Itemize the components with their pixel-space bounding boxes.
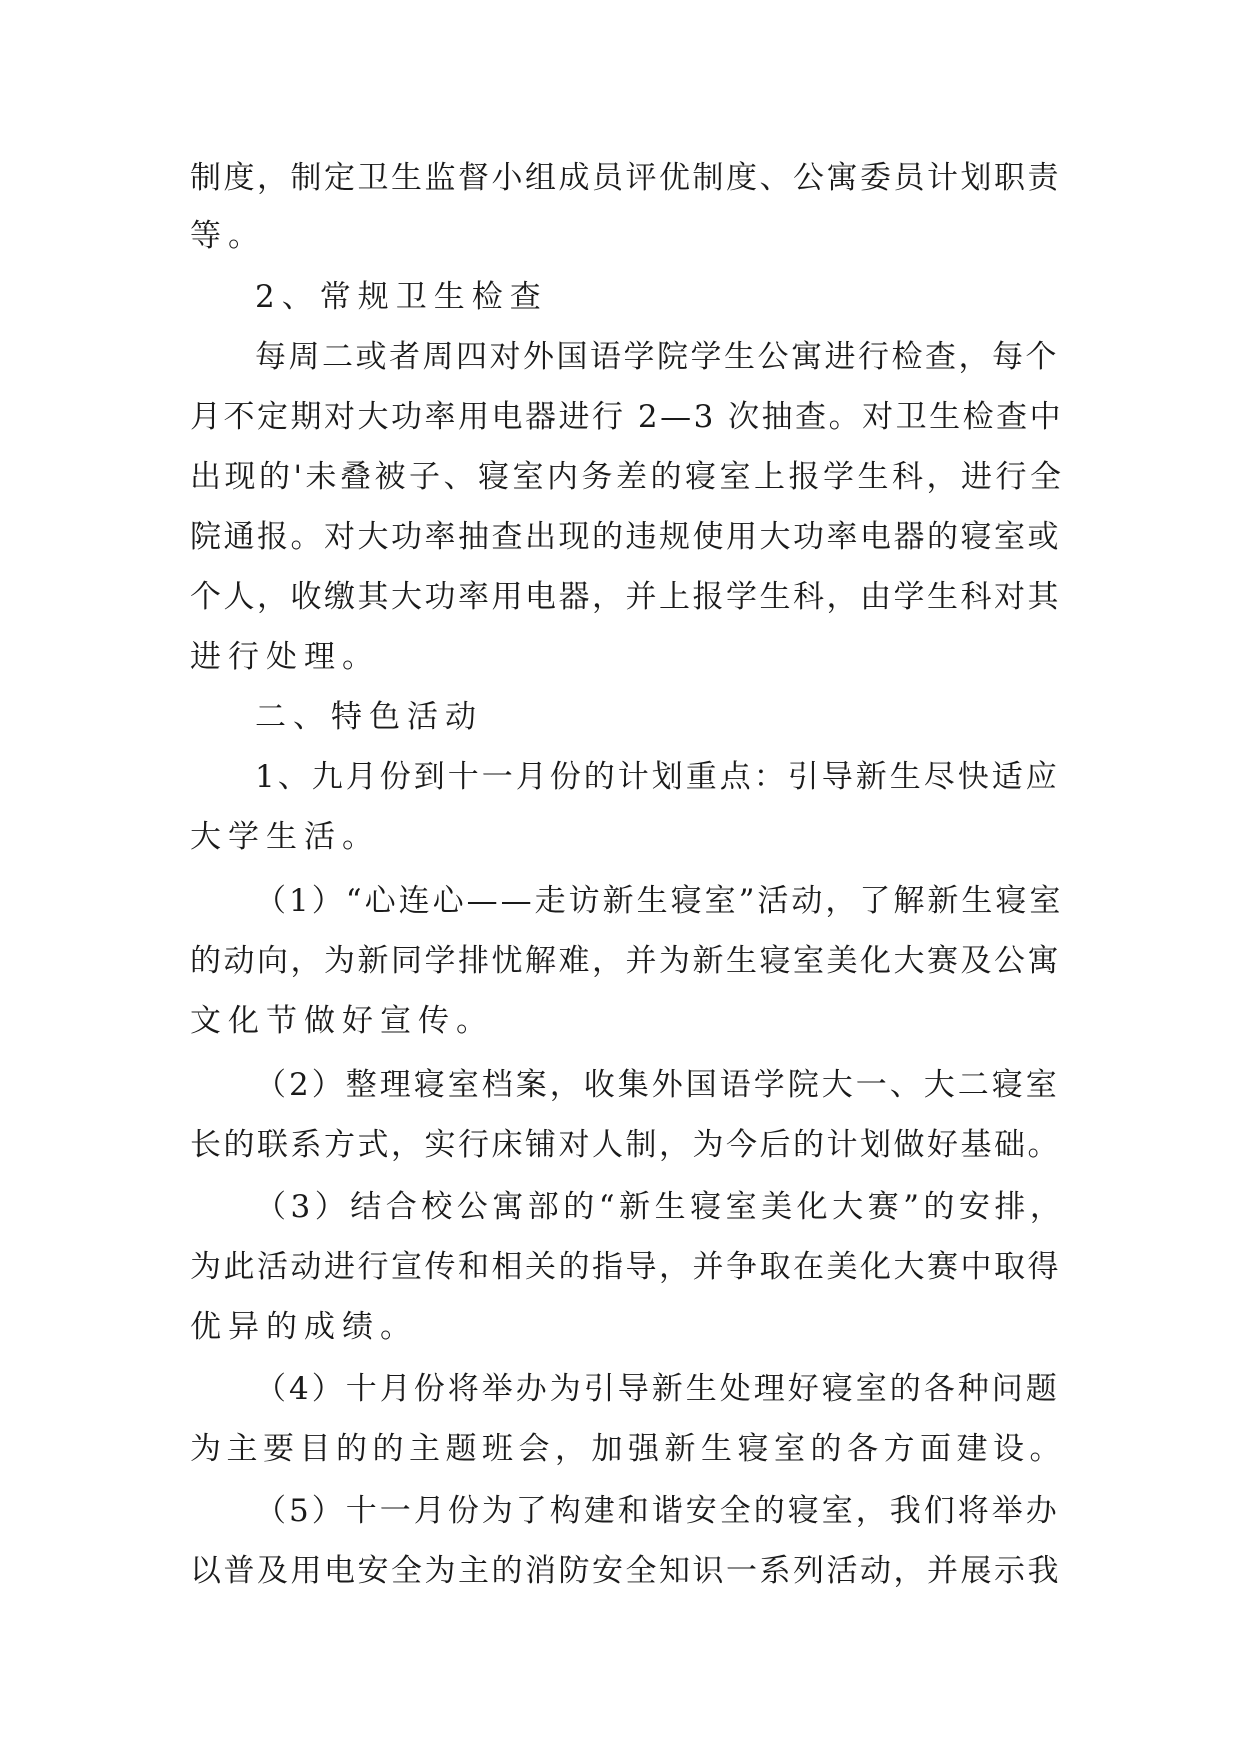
text-line: 为此活动进行宣传和相关的指导，并争取在美化大赛中取得 — [190, 1249, 1061, 1285]
section-heading: 2、常规卫生检查 — [255, 279, 548, 315]
text-line: （4）十月份将举办为引导新生处理好寝室的各种问题 — [255, 1371, 1060, 1407]
text-line: 1、九月份到十一月份的计划重点：引导新生尽快适应 — [255, 759, 1060, 795]
text-line: 月不定期对大功率用电器进行 2—3 次抽查。对卫生检查中 — [190, 399, 1064, 435]
text-line: 制度，制定卫生监督小组成员评优制度、公寓委员计划职责 — [190, 160, 1061, 196]
text-line: 等。 — [190, 218, 266, 254]
text-line: 以普及用电安全为主的消防安全知识一系列活动，并展示我 — [190, 1553, 1061, 1589]
text-line: 个人，收缴其大功率用电器，并上报学生科，由学生科对其 — [190, 579, 1061, 615]
text-line: 每周二或者周四对外国语学院学生公寓进行检查，每个 — [255, 339, 1059, 375]
text-line: 为主要目的的主题班会，加强新生寝室的各方面建设。 — [190, 1431, 1066, 1467]
text-line: 的动向，为新同学排忧解难，并为新生寝室美化大赛及公寓 — [190, 943, 1061, 979]
section-heading: 二、特色活动 — [255, 699, 483, 735]
text-line: （3）结合校公寓部的“新生寝室美化大赛”的安排， — [255, 1189, 1066, 1225]
text-line: 文化节做好宣传。 — [190, 1003, 494, 1039]
text-line: 出现的'未叠被子、寝室内务差的寝室上报学生科，进行全 — [190, 459, 1065, 495]
text-line: （1）“心连心——走访新生寝室”活动，了解新生寝室 — [255, 883, 1064, 919]
text-line: 长的联系方式，实行床铺对人制，为今后的计划做好基础。 — [190, 1127, 1061, 1163]
text-line: （2）整理寝室档案，收集外国语学院大一、大二寝室 — [255, 1067, 1060, 1103]
text-line: 大学生活。 — [190, 819, 380, 855]
text-line: 优异的成绩。 — [190, 1309, 418, 1345]
text-line: 院通报。对大功率抽查出现的违规使用大功率电器的寝室或 — [190, 519, 1061, 555]
text-line: 进行处理。 — [190, 639, 380, 675]
text-line: （5）十一月份为了构建和谐安全的寝室，我们将举办 — [255, 1493, 1060, 1529]
